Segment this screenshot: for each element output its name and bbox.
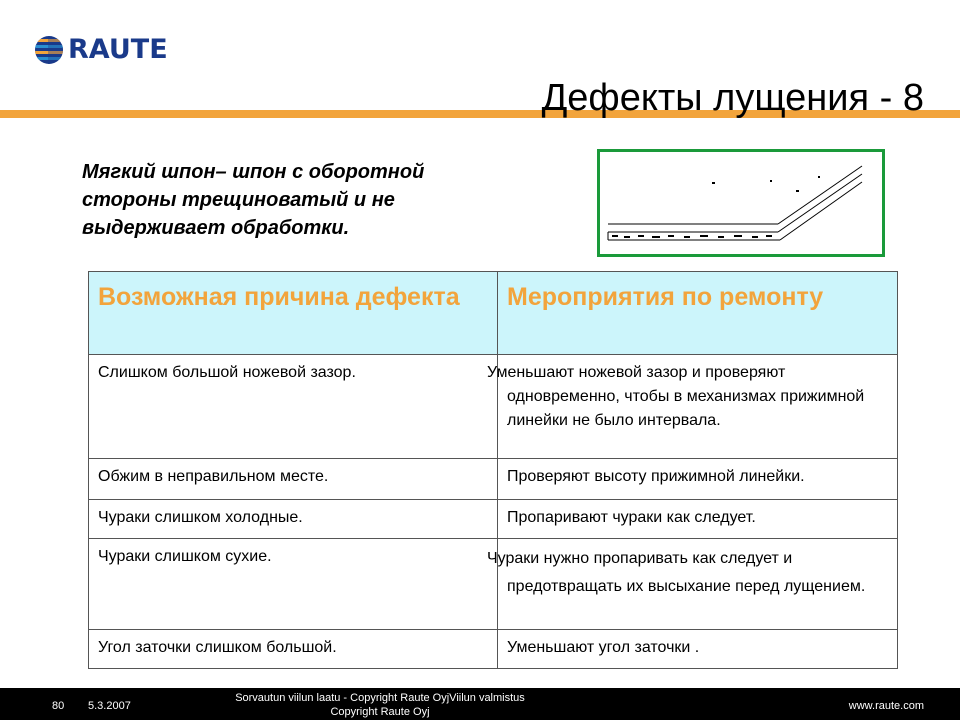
- copyright-line-1: Sorvautun viilun laatu - Copyright Raute OyjViilun valmistus: [235, 692, 525, 704]
- slide-number: 80: [52, 700, 65, 712]
- raute-logo: [34, 33, 174, 67]
- footer-copyright: [200, 691, 560, 719]
- footer-url: www.raute.com: [848, 700, 924, 712]
- remedy-cell: Пропаривают чураки как следует.: [498, 500, 898, 539]
- footer-date: 5.3.2007: [88, 700, 131, 712]
- soft-veneer-sketch-icon: [600, 152, 882, 254]
- table-row: [89, 630, 898, 669]
- table-header-row: [89, 272, 898, 355]
- remedy-cell: Проверяют высоту прижимной линейки.: [498, 459, 898, 500]
- cause-cell: Слишком большой ножевой зазор.: [89, 355, 498, 459]
- footer-bar: [0, 688, 960, 720]
- header-remedy: Мероприятия по ремонту: [498, 272, 898, 355]
- remedy-cell: Уменьшают ножевой зазор и проверяют одновременно, чтобы в механизмах прижимной линейки не было интервала.: [498, 355, 898, 459]
- cause-cell: Угол заточки слишком большой.: [89, 630, 498, 669]
- defects-table: [88, 271, 898, 669]
- slide-title: Дефекты лущения - 8: [541, 77, 924, 119]
- table-row: [89, 500, 898, 539]
- table-row: [89, 355, 898, 459]
- cause-cell: Обжим в неправильном месте.: [89, 459, 498, 500]
- copyright-line-2: Copyright Raute Oyj: [330, 706, 430, 718]
- table-row: [89, 539, 898, 630]
- raute-globe-icon: [34, 35, 64, 65]
- header-cause: Возможная причина дефекта: [89, 272, 498, 355]
- remedy-cell: Чураки нужно пропаривать как следует и предотвращать их высыхание перед лущением.: [498, 539, 898, 630]
- cause-cell: Чураки слишком холодные.: [89, 500, 498, 539]
- remedy-cell: Уменьшают угол заточки .: [498, 630, 898, 669]
- table-row: [89, 459, 898, 500]
- veneer-illustration: [597, 149, 885, 257]
- logo-text: RAUTE: [68, 34, 168, 65]
- cause-cell: Чураки слишком сухие.: [89, 539, 498, 630]
- intro-text: Мягкий шпон– шпон с оборотной стороны трещиноватый и не выдерживает обработки.: [82, 161, 425, 239]
